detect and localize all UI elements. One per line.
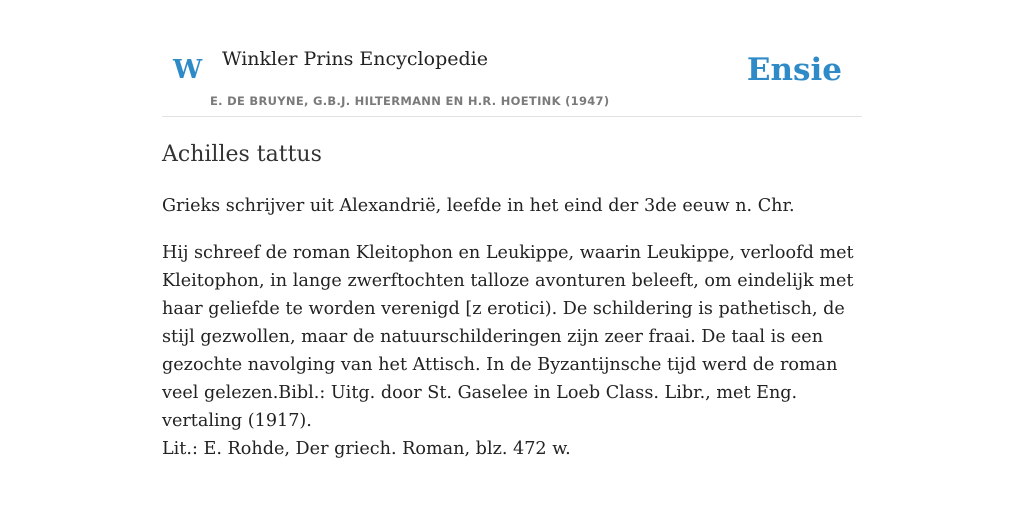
- source-authors: E. DE BRUYNE, G.B.J. HILTERMANN EN H.R. HOETINK (1947): [210, 94, 610, 108]
- winkler-prins-logo[interactable]: W: [173, 55, 203, 85]
- source-title[interactable]: Winkler Prins Encyclopedie: [222, 48, 488, 70]
- entry-title: Achilles tattus: [162, 142, 322, 167]
- article-paragraph-literature: Lit.: E. Rohde, Der griech. Roman, blz. 472 w.: [162, 439, 571, 459]
- article-paragraph-intro: Grieks schrijver uit Alexandrië, leefde in het eind der 3de eeuw n. Chr.: [162, 196, 795, 216]
- page-container: [162, 0, 862, 459]
- article-paragraph-body: Hij schreef de roman Kleitophon en Leukippe, waarin Leukippe, verloofd met Kleitophon, in lange zwerftochten talloze avonturen beleeft, om eindelijk met haar geliefde te worden verenigd [z erotici). De schildering is pathetisch, de stijl gezwollen, maar de natuurschilderingen zijn zeer fraai. De taal is een gezochte navolging van het Attisch. In de Byzantijnsche tijd werd de roman veel gelezen.Bibl.: Uitg. door St. Gaselee in Loeb Class. Libr., met Eng. vertaling (1917).: [162, 243, 854, 431]
- source-header: [162, 0, 862, 117]
- ensie-brand-link[interactable]: Ensie: [746, 52, 842, 88]
